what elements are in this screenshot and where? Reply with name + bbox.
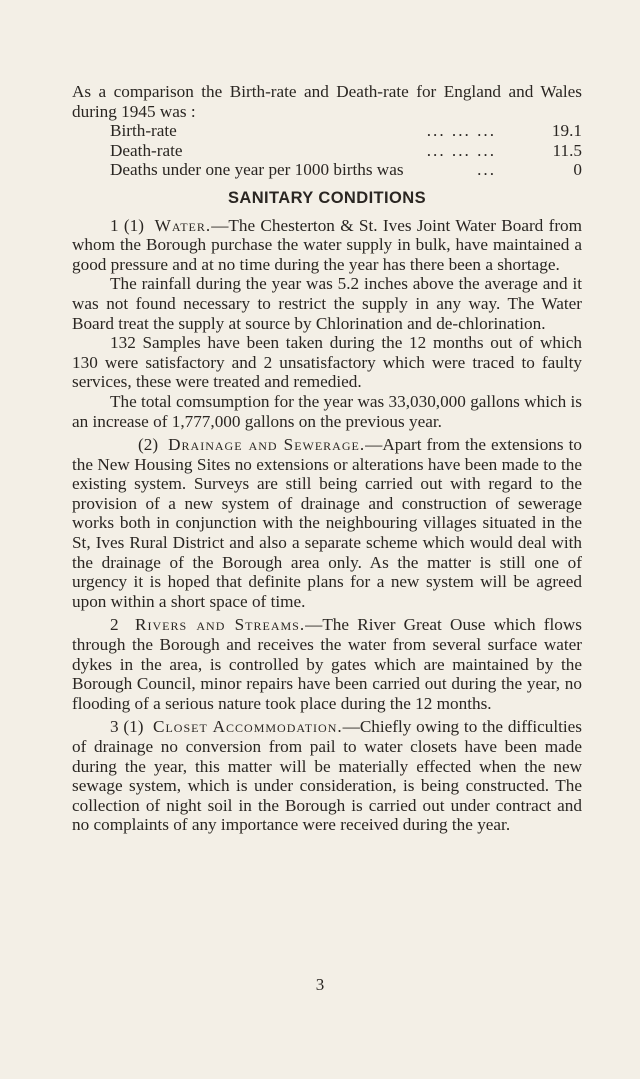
stat-row-birth-rate <box>72 121 582 141</box>
water-text: —The Chesterton & St. Ives Joint Water Board from whom the Borough purchase the water supply in bulk, have maintained a good pressure and at no time during the year has there been a shortage. <box>72 215 583 274</box>
closet-title: Closet Accommodation. <box>152 717 343 737</box>
drainage-number: (2) <box>138 435 159 455</box>
stat-value: 11.5 <box>552 140 582 160</box>
water-paragraph <box>72 216 582 275</box>
rivers-paragraph <box>72 615 582 713</box>
page-number: 3 <box>315 975 325 994</box>
closet-paragraph <box>72 717 582 835</box>
stat-row-death-rate <box>72 141 582 161</box>
stat-row-infant-deaths <box>72 160 582 180</box>
stat-leader-dots: ... ... ... <box>426 121 496 141</box>
water-number: 1 (1) <box>110 215 144 235</box>
stat-leader-dots: ... <box>477 160 496 180</box>
closet-text: —Chiefly owing to the difficulties of drainage no conversion from pail to water closets have been made during the year, this matter will be materially effected when the new sewage system, which is under consideration, is being constructed. The collection of night soil in the Borough is carried out under contract and no complaints of any importance were received during the year. <box>72 717 582 835</box>
stat-label: Death-rate <box>110 140 183 160</box>
drainage-paragraph <box>72 435 582 611</box>
rainfall-paragraph: The rainfall during the year was 5.2 inches above the average and it was not found necessary to restrict the supply in any way. The Water Board treat the supply at source by Chlorination and de-chlorination. <box>72 274 582 333</box>
rivers-text: —The River Great Ouse which flows through the Borough and receives the water from several surface water dykes in the area, is controlled by gates which are maintained by the Borough Council, minor repairs have been carried out during the year, no flooding of a serious nature took place during the 12 months. <box>72 615 582 713</box>
rivers-title: Rivers and Streams. <box>135 615 306 635</box>
document-page <box>72 82 582 835</box>
samples-paragraph: 132 Samples have been taken during the 12 months out of which 130 were satisfactory and 2 unsatisfactory which were traced to faulty services, these were treated and remedied. <box>72 333 582 392</box>
stat-value: 0 <box>573 160 582 180</box>
water-title: Water. <box>154 215 212 235</box>
consumption-paragraph: The total comsumption for the year was 33,030,000 gallons which is an increase of 1,777,000 gallons on the previous year. <box>72 391 582 431</box>
stat-leader-dots: ... ... ... <box>426 140 496 160</box>
vital-statistics-table <box>72 121 582 180</box>
rivers-number: 2 <box>110 615 119 635</box>
intro-paragraph: As a comparison the Birth-rate and Death-rate for England and Wales during 1945 was : <box>72 82 582 121</box>
drainage-text: —Apart from the extensions to the New Housing Sites no extensions or alterations have been made to the existing system. Surveys are still being carried out with regard to the provision of a new system of drainage and construction of sewerage works both in conjunction with the neighbouring villages situated in the St, Ives Rural District and also a separate scheme which would deal with the drainage of the Borough area only. As the matter is still one of urgency it is hoped that definite plans for a new system will be agreed upon within a short space of time. <box>72 435 582 611</box>
section-heading: SANITARY CONDITIONS <box>228 188 426 207</box>
stat-value: 19.1 <box>551 121 582 141</box>
drainage-title: Drainage and Sewerage. <box>168 435 366 455</box>
stat-label: Deaths under one year per 1000 births was <box>110 160 404 180</box>
stat-label: Birth-rate <box>110 121 177 141</box>
closet-number: 3 (1) <box>110 717 144 737</box>
